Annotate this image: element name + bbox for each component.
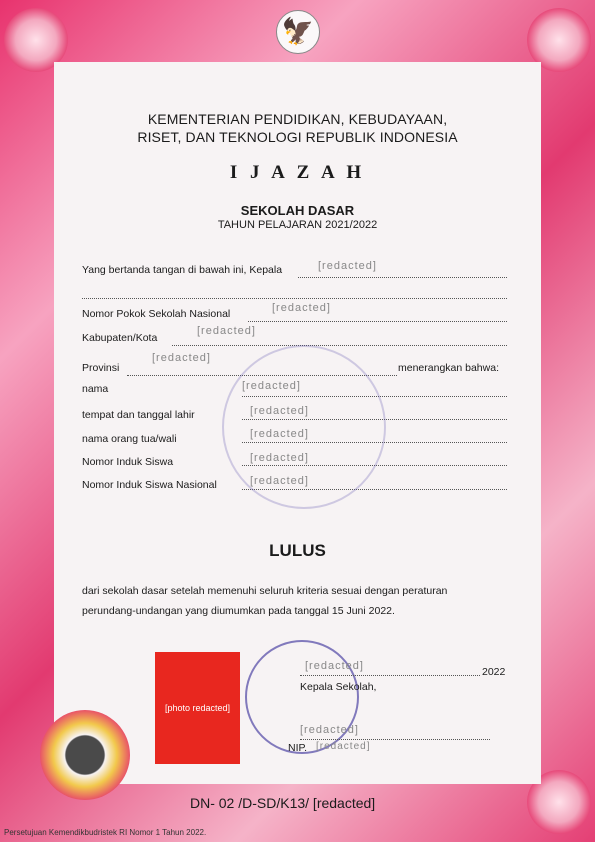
document-title: I J A Z A H [229,162,366,183]
province-label: Provinsi [82,362,120,374]
student-name-value: [redacted] [242,380,301,392]
dotted-line [82,297,507,299]
city-label: Kabupaten/Kota [82,332,158,344]
intro-label: Yang bertanda tangan di bawah ini, Kepala [82,264,283,276]
parent-value: [redacted] [250,428,309,440]
certify-label: menerangkan bahwa: [398,362,499,374]
dotted-line [172,344,507,346]
faded-stamp [222,345,386,509]
dotted-line [300,674,480,676]
ministry-line-1: KEMENTERIAN PENDIDIKAN, KEBUDAYAAN, [147,111,448,127]
nip-label: NIP. [288,742,308,754]
nisn-label: Nomor Induk Siswa Nasional [82,479,217,491]
ministry-line-2: RISET, DAN TEKNOLOGI REPUBLIK INDONESIA [137,129,458,145]
npsn-label: Nomor Pokok Sekolah Nasional [82,308,231,320]
academic-year: TAHUN PELAJARAN 2021/2022 [217,219,378,231]
nisn-value: [redacted] [250,475,309,487]
signatory-role: Kepala Sekolah, [300,681,377,693]
school-stamp [245,640,359,754]
bottom-seal [40,710,130,800]
nis-value: [redacted] [250,452,309,464]
paragraph-line-1: dari sekolah dasar setelah memenuhi seluruh kriteria sesuai dengan peraturan [82,585,448,597]
serial-number: DN- 02 /D-SD/K13/ [redacted] [190,795,376,811]
nis-label: Nomor Induk Siswa [82,456,174,468]
birth-value: [redacted] [250,405,309,417]
dotted-line [300,738,490,740]
signatory-name: [redacted] [300,724,359,736]
approval-footer: Persetujuan Kemendikbudristek RI Nomor 1 Tahun 2022. [4,828,207,837]
parent-label: nama orang tua/wali [82,433,177,445]
signing-year: 2022 [482,666,506,678]
school-name-value: [redacted] [318,260,377,272]
npsn-value: [redacted] [272,302,331,314]
province-value: [redacted] [152,352,211,364]
dotted-line [248,320,507,322]
signing-place-date: [redacted] [305,660,364,672]
paragraph-line-2: perundang-undangan yang diumumkan pada tanggal 15 Juni 2022. [82,605,395,617]
student-photo: [photo redacted] [155,652,240,764]
nip-value: [redacted] [316,741,371,752]
name-label: nama [82,383,109,395]
birth-label: tempat dan tanggal lahir [82,409,195,421]
school-level: SEKOLAH DASAR [240,203,355,218]
garuda-emblem-icon: 🦅 [276,10,320,54]
result-status: LULUS [269,541,326,560]
dotted-line [298,276,507,278]
city-value: [redacted] [197,325,256,337]
